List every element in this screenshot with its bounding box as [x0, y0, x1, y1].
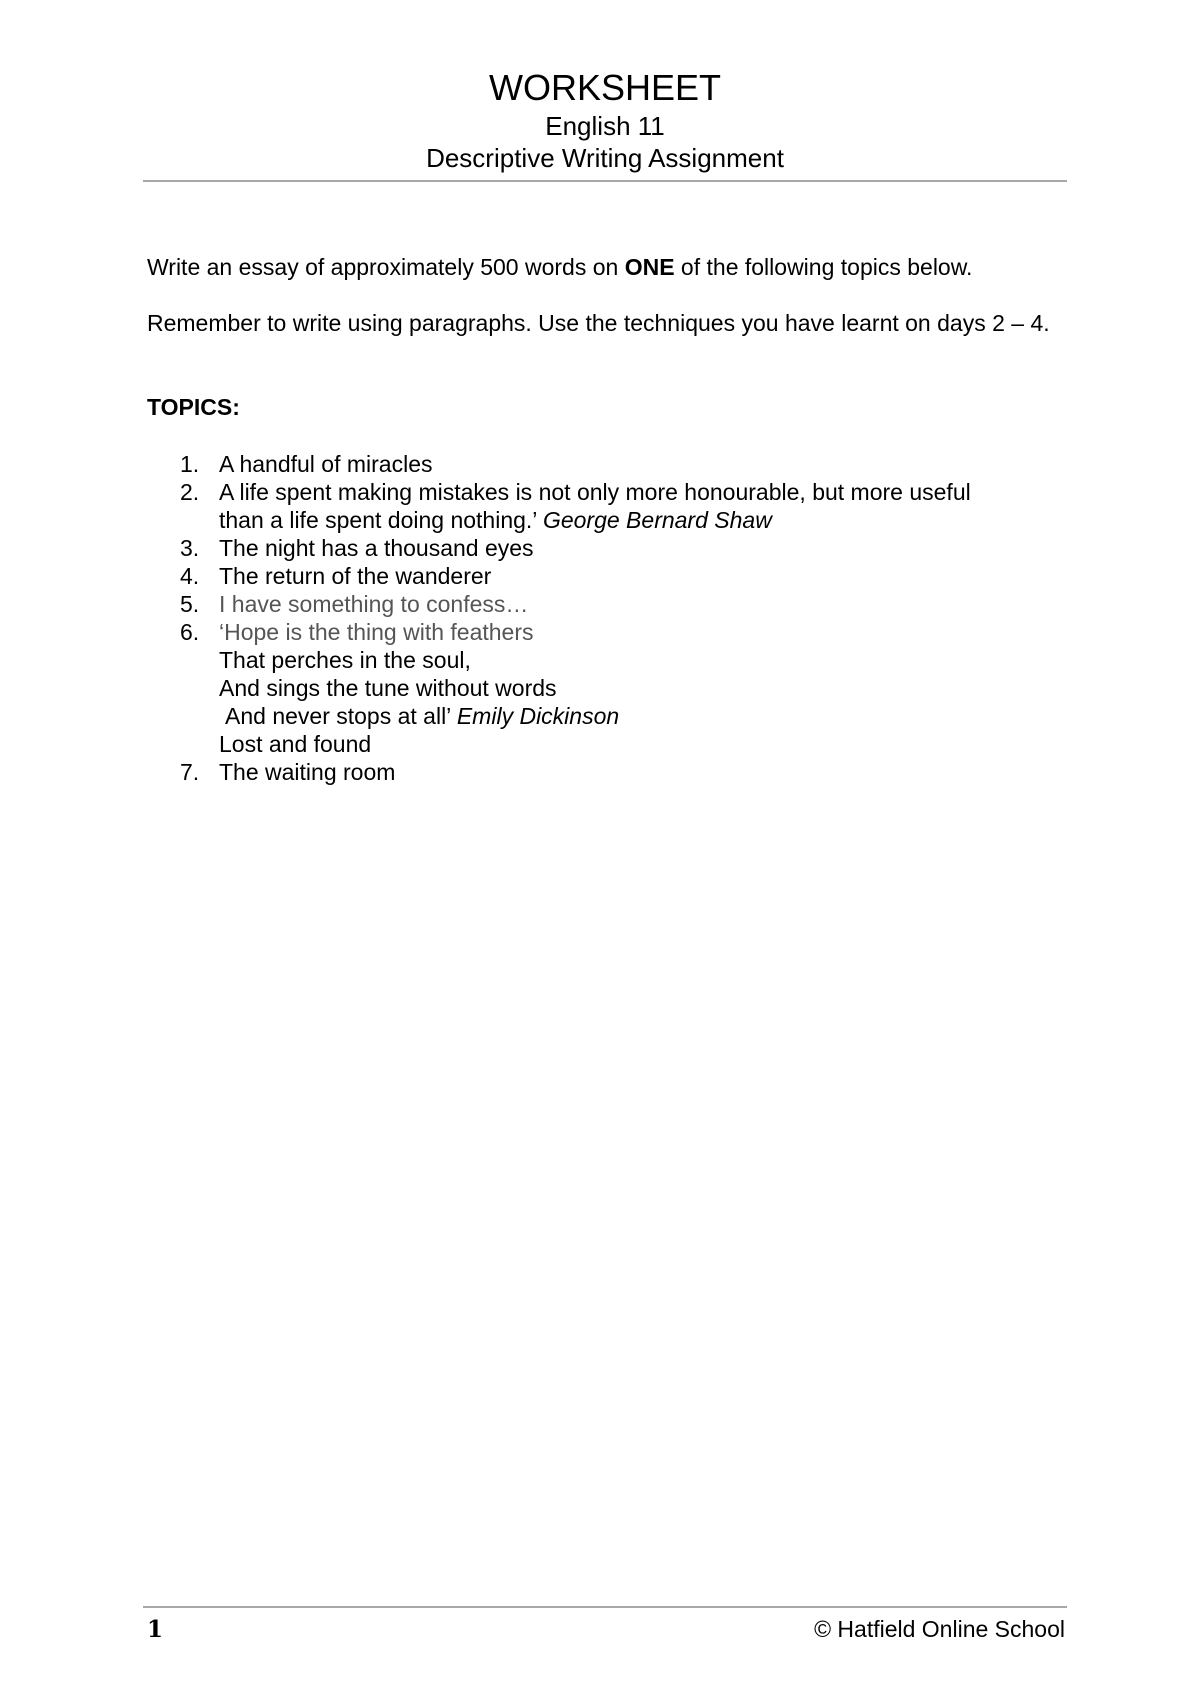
topic-text: A handful of miracles: [219, 451, 433, 477]
instructions-text-start: Write an essay of approximately 500 words on: [147, 254, 625, 280]
topic-text: The return of the wanderer: [219, 563, 492, 589]
topic-number: 6.: [180, 619, 200, 645]
topic-item: [147, 590, 1067, 618]
topic-text: Lost and found: [219, 731, 372, 757]
topic-quote-line: A life spent making mistakes is not only more honourable, but more useful: [219, 479, 971, 505]
poem-text: And never stops at all’: [225, 703, 457, 729]
worksheet-header: [143, 66, 1067, 174]
poem-line: And sings the tune without words: [219, 675, 557, 701]
topic-text: I have something to confess…: [219, 591, 529, 617]
topic-quote-line: [219, 506, 1067, 534]
topic-text: The waiting room: [219, 759, 396, 785]
topics-list: [147, 450, 1067, 786]
instructions-emphasis: ONE: [624, 254, 675, 280]
footer-divider: [143, 1606, 1067, 1608]
topic-item: [147, 478, 1067, 534]
poem-line: That perches in the soul,: [219, 647, 471, 673]
topic-number: 4.: [180, 563, 200, 589]
topic-item: [147, 758, 1067, 786]
topic-item: [147, 534, 1067, 562]
poem-line: ‘Hope is the thing with feathers: [219, 619, 534, 645]
assignment-name: Descriptive Writing Assignment: [426, 143, 784, 173]
topic-number: 5.: [180, 591, 200, 617]
instructions-paragraph: [147, 253, 1067, 281]
page-title: WORKSHEET: [488, 67, 721, 108]
instructions-text-end: of the following topics below.: [674, 254, 973, 280]
topic-quote-text: than a life spent doing nothing.’: [219, 507, 543, 533]
topic-text: The night has a thousand eyes: [219, 535, 534, 561]
poem-author: Emily Dickinson: [456, 703, 620, 729]
poem-line: [219, 702, 1067, 730]
header-divider: [143, 180, 1067, 182]
topic-quote-author: George Bernard Shaw: [542, 507, 772, 533]
reminder-paragraph: Remember to write using paragraphs. Use the techniques you have learnt on days 2 – 4.: [147, 310, 1050, 336]
page-number: 1: [147, 1616, 164, 1643]
topic-number: 3.: [180, 535, 200, 561]
topic-number: 2.: [180, 479, 200, 505]
course-name: English 11: [545, 111, 665, 141]
copyright-notice: © Hatfield Online School: [814, 1616, 1065, 1642]
topic-item: [147, 562, 1067, 590]
topic-number: 1.: [180, 451, 200, 477]
topics-heading: TOPICS:: [147, 394, 240, 420]
topic-item: [147, 618, 1067, 758]
topic-item: [147, 450, 1067, 478]
topic-number: 7.: [180, 759, 200, 785]
